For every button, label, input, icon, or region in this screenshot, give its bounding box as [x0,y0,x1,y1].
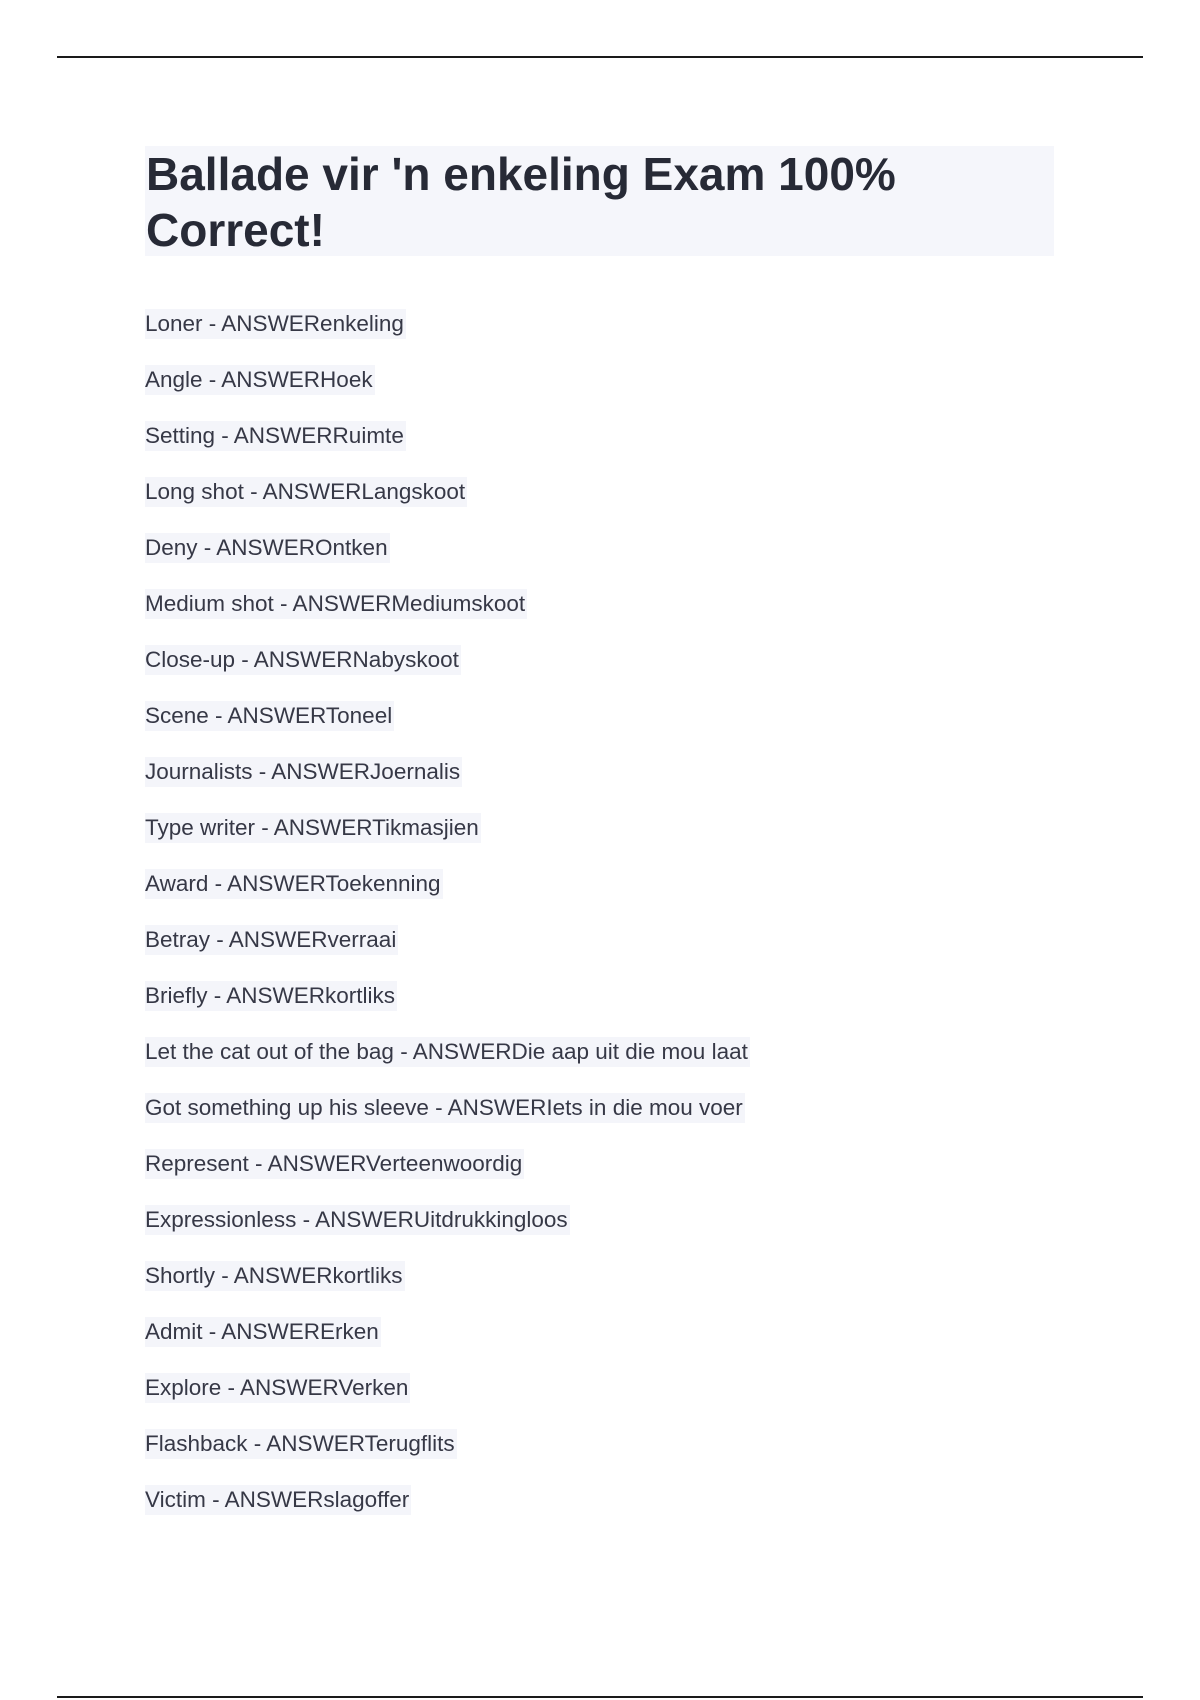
qa-text: Victim - ANSWERslagoffer [145,1485,411,1515]
list-item [145,981,750,1037]
qa-text: Close-up - ANSWERNabyskoot [145,645,461,675]
qa-text: Expressionless - ANSWERUitdrukkingloos [145,1205,570,1235]
list-item [145,925,750,981]
list-item [145,757,750,813]
qa-text: Award - ANSWERToekenning [145,869,443,899]
qa-text: Explore - ANSWERVerken [145,1373,410,1403]
list-item [145,309,750,365]
list-item [145,477,750,533]
list-item [145,645,750,701]
list-item [145,1261,750,1317]
page-title: Ballade vir 'n enkeling Exam 100% Correct! [146,148,896,256]
list-item [145,589,750,645]
qa-text: Medium shot - ANSWERMediumskoot [145,589,527,619]
qa-list [145,309,750,1541]
qa-text: Admit - ANSWERErken [145,1317,381,1347]
qa-text: Briefly - ANSWERkortliks [145,981,397,1011]
list-item [145,701,750,757]
top-divider [57,56,1143,58]
list-item [145,1037,750,1093]
list-item [145,533,750,589]
qa-text: Shortly - ANSWERkortliks [145,1261,405,1291]
list-item [145,1149,750,1205]
bottom-divider [57,1696,1143,1698]
qa-text: Flashback - ANSWERTerugflits [145,1429,457,1459]
qa-text: Scene - ANSWERToneel [145,701,394,731]
qa-text: Setting - ANSWERRuimte [145,421,406,451]
list-item [145,1205,750,1261]
qa-text: Got something up his sleeve - ANSWERIets in die mou voer [145,1093,745,1123]
qa-text: Represent - ANSWERVerteenwoordig [145,1149,524,1179]
qa-text: Type writer - ANSWERTikmasjien [145,813,481,843]
qa-text: Deny - ANSWEROntken [145,533,390,563]
qa-text: Long shot - ANSWERLangskoot [145,477,467,507]
list-item [145,421,750,477]
list-item [145,1429,750,1485]
qa-text: Let the cat out of the bag - ANSWERDie aap uit die mou laat [145,1037,750,1067]
list-item [145,1485,750,1541]
list-item [145,813,750,869]
list-item [145,1373,750,1429]
qa-text: Angle - ANSWERHoek [145,365,375,395]
list-item [145,1317,750,1373]
qa-text: Loner - ANSWERenkeling [145,309,406,339]
list-item [145,365,750,421]
title-block [145,146,1054,256]
qa-text: Journalists - ANSWERJoernalis [145,757,462,787]
list-item [145,869,750,925]
list-item [145,1093,750,1149]
qa-text: Betray - ANSWERverraai [145,925,398,955]
